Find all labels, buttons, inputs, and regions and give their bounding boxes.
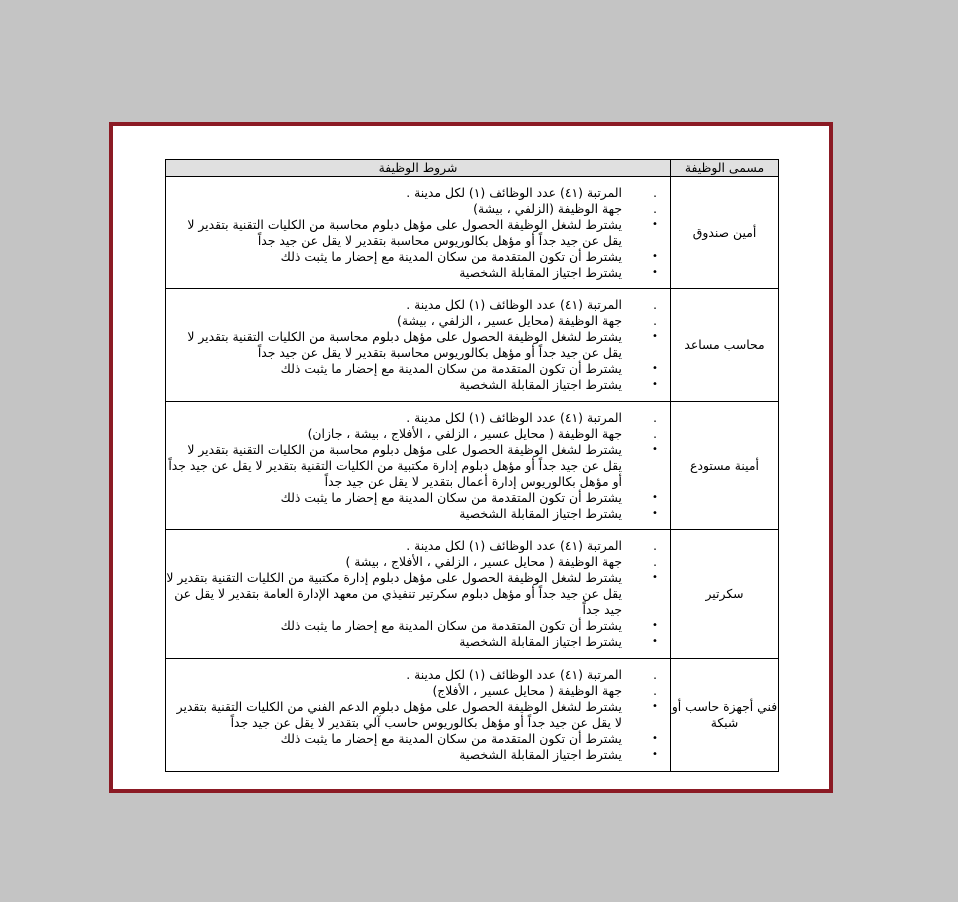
jobs-table: [165, 159, 779, 772]
list-item: . جهة الوظيفة ( محايل عسير ، الزلفي ، الأفلاج ، بيشة ): [166, 554, 662, 570]
job-title-cell: محاسب مساعد: [671, 289, 779, 402]
conditions-cell: [166, 530, 671, 659]
list-item: • يشترط اجتياز المقابلة الشخصية: [166, 506, 662, 522]
table-row: [166, 289, 779, 402]
conditions-cell: [166, 659, 671, 772]
list-item: • يشترط لشغل الوظيفة الحصول على مؤهل دبلوم محاسبة من الكليات التقنية بتقدير لا يقل عن جيد جداً أو مؤهل بكالوريوس محاسبة بتقدير لا يقل عن جيد جداً: [166, 329, 662, 361]
conditions-cell: [166, 177, 671, 289]
job-title-cell: أمين صندوق: [671, 177, 779, 289]
list-item: • يشترط أن تكون المتقدمة من سكان المدينة مع إحضار ما يثبت ذلك: [166, 490, 662, 506]
conditions-list: [166, 185, 670, 281]
conditions-cell: [166, 402, 671, 530]
header-job-title: مسمى الوظيفة: [671, 160, 779, 177]
list-item: . المرتبة (٤١) عدد الوظائف (١) لكل مدينة .: [166, 410, 662, 426]
job-title-cell: أمينة مستودع: [671, 402, 779, 530]
list-item: • يشترط اجتياز المقابلة الشخصية: [166, 377, 662, 393]
conditions-list: [166, 410, 670, 522]
job-title-cell: فني أجهزة حاسب أو شبكة: [671, 659, 779, 772]
list-item: • يشترط لشغل الوظيفة الحصول على مؤهل دبلوم محاسبة من الكليات التقنية بتقدير لا يقل عن جيد جداً أو مؤهل بكالوريوس محاسبة بتقدير لا يقل عن جيد جداً: [166, 217, 662, 249]
conditions-list: [166, 667, 670, 763]
list-item: . المرتبة (٤١) عدد الوظائف (١) لكل مدينة .: [166, 297, 662, 313]
conditions-list: [166, 297, 670, 393]
conditions-list: [166, 538, 670, 650]
job-title-cell: سكرتير: [671, 530, 779, 659]
list-item: . المرتبة (٤١) عدد الوظائف (١) لكل مدينة .: [166, 538, 662, 554]
conditions-cell: [166, 289, 671, 402]
list-item: . جهة الوظيفة ( محايل عسير ، الزلفي ، الأفلاج ، بيشة ، جازان): [166, 426, 662, 442]
list-item: • يشترط لشغل الوظيفة الحصول على مؤهل دبلوم محاسبة من الكليات التقنية بتقدير لا يقل عن جيد جداً أو مؤهل دبلوم إدارة مكتبية من الكليات التقنية بتقدير لا يقل عن جيد جداً أو مؤهل بكالوريوس إدارة أعمال بتقدير لا يقل عن جيد جداً: [166, 442, 662, 490]
list-item: • يشترط اجتياز المقابلة الشخصية: [166, 747, 662, 763]
list-item: • يشترط أن تكون المتقدمة من سكان المدينة مع إحضار ما يثبت ذلك: [166, 361, 662, 377]
table-row: [166, 402, 779, 530]
list-item: • يشترط لشغل الوظيفة الحصول على مؤهل دبلوم إدارة مكتبية من الكليات التقنية بتقدير لا يقل عن جيد جداً أو مؤهل دبلوم سكرتير تنفيذي من معهد الإدارة العامة بتقدير لا يقل عن جيد جداً: [166, 570, 662, 618]
list-item: • يشترط لشغل الوظيفة الحصول على مؤهل دبلوم الدعم الفني من الكليات التقنية بتقدير لا يقل عن جيد جداً أو مؤهل بكالوريوس حاسب آلي بتقدير لا يقل عن جيد جداً: [166, 699, 662, 731]
list-item: • يشترط اجتياز المقابلة الشخصية: [166, 634, 662, 650]
table-row: [166, 530, 779, 659]
list-item: • يشترط أن تكون المتقدمة من سكان المدينة مع إحضار ما يثبت ذلك: [166, 731, 662, 747]
list-item: . المرتبة (٤١) عدد الوظائف (١) لكل مدينة .: [166, 185, 662, 201]
list-item: . جهة الوظيفة ( محايل عسير ، الأفلاج): [166, 683, 662, 699]
list-item: . المرتبة (٤١) عدد الوظائف (١) لكل مدينة .: [166, 667, 662, 683]
list-item: • يشترط أن تكون المتقدمة من سكان المدينة مع إحضار ما يثبت ذلك: [166, 249, 662, 265]
table-row: [166, 659, 779, 772]
list-item: • يشترط أن تكون المتقدمة من سكان المدينة مع إحضار ما يثبت ذلك: [166, 618, 662, 634]
document-page: [109, 122, 833, 793]
table-row: [166, 177, 779, 289]
header-conditions: شروط الوظيفة: [166, 160, 671, 177]
list-item: • يشترط اجتياز المقابلة الشخصية: [166, 265, 662, 281]
list-item: . جهة الوظيفة (محايل عسير ، الزلفي ، بيشة): [166, 313, 662, 329]
table-header-row: [166, 160, 779, 177]
list-item: . جهة الوظيفة (الزلفي ، بيشة): [166, 201, 662, 217]
